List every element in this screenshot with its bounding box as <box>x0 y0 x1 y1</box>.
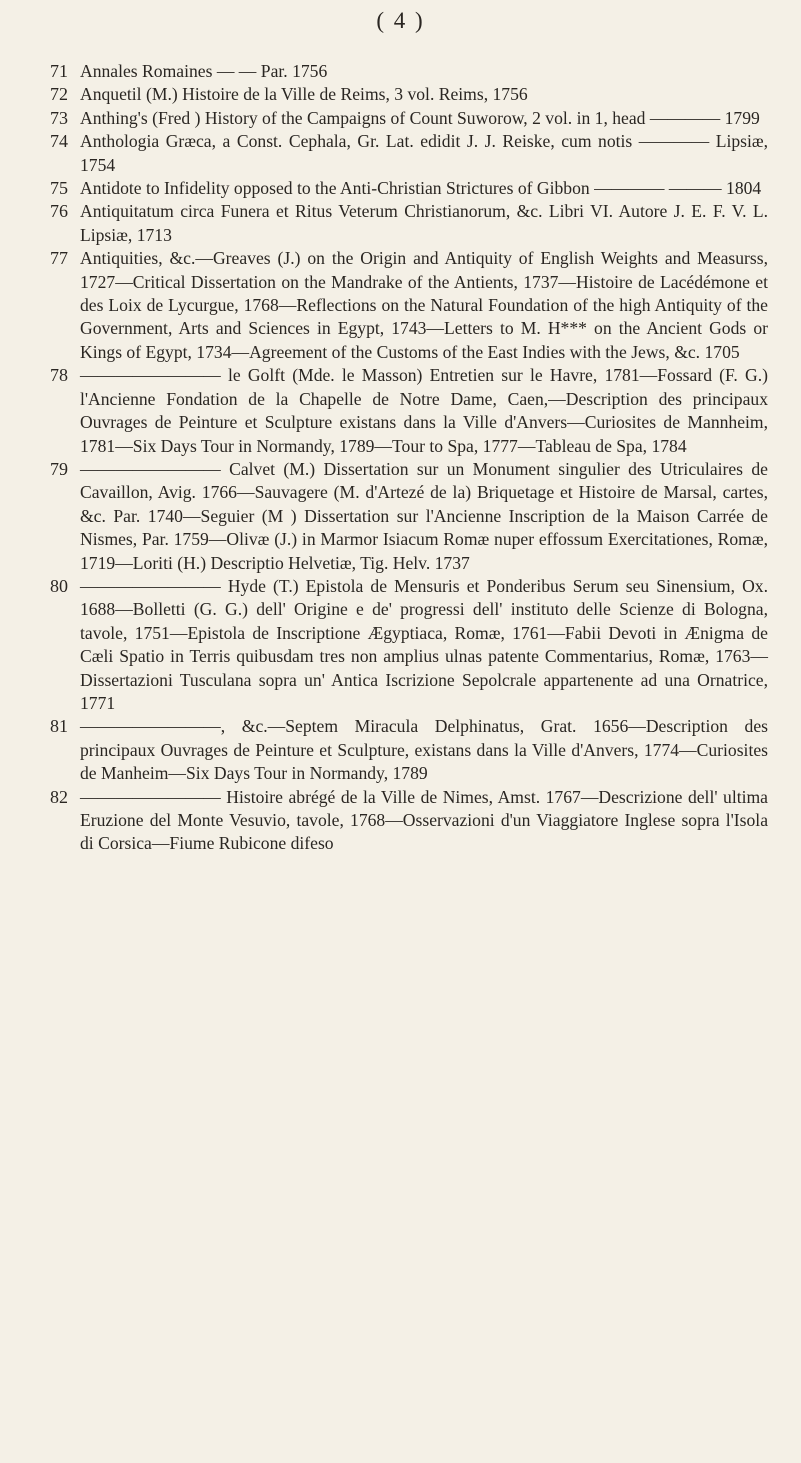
entry-text: ———————— Histoire abrégé de la Ville de Nimes, Amst. 1767—Descrizione dell' ultima Eruzione del Monte Vesuvio, tavole, 1768—Osservazioni d'un Viaggiatore Inglese sopra l'Isola di Corsica—Fiume Rubicone difeso <box>80 786 768 854</box>
entry-text: ———————— Hyde (T.) Epistola de Mensuris et Ponderibus Serum seu Sinensium, Ox. 1688—Bolletti (G. G.) dell' Origine e de' progressi dell' instituto delle Scienze di Bologna, tavole, 1751—Epistola de Inscriptione Ægyptiaca, Romæ, 1761—Fabii Devoti in Ænigma de Cæli Spatio in Terris quibusdam tres non amplius ulnas patente Commentarius, Romæ, 1763—Dissertazioni Tusculana sopra un' Antica Iscrizione Sepolcrale appartenente ad una Ornatrice, 1771 <box>80 575 768 713</box>
catalogue-entry <box>50 200 768 247</box>
catalogue-entry <box>50 130 768 177</box>
catalogue-list <box>50 60 768 856</box>
catalogue-entry <box>50 458 768 575</box>
entry-text: Anthologia Græca, a Const. Cephala, Gr. Lat. edidit J. J. Reiske, cum notis ———— Lipsiæ, 1754 <box>80 131 768 175</box>
page-number: ( 4 ) <box>376 8 425 33</box>
entry-text: ————————, &c.—Septem Miracula Delphinatus, Grat. 1656—Description des principaux Ouvrages de Peinture et Sculpture, existans dans la Ville d'Anvers, 1774—Curiosites de Manheim—Six Days Tour in Normandy, 1789 <box>80 716 768 784</box>
catalogue-entry <box>50 247 768 364</box>
entry-number: 80 <box>50 575 68 596</box>
catalogue-entry <box>50 786 768 856</box>
entry-text: Anquetil (M.) Histoire de la Ville de Reims, 3 vol. Reims, 1756 <box>80 84 528 105</box>
entry-text: ———————— Calvet (M.) Dissertation sur un Monument singulier des Utriculaires de Cavaillon, Avig. 1766—Sauvagere (M. d'Artezé de la) Briquetage et Histoire de Marsal, cartes, &c. Par. 1740—Seguier (M ) Dissertation sur l'Ancienne Inscription de la Maison Carrée de Nismes, Par. 1759—Olivæ (J.) in Marmor Isiacum Romæ nuper effossum Exercitationes, Romæ, 1719—Loriti (H.) Descriptio Helvetiæ, Tig. Helv. 1737 <box>80 458 768 573</box>
entry-number: 77 <box>50 248 68 269</box>
entry-text: Antiquities, &c.—Greaves (J.) on the Origin and Antiquity of English Weights and Measurss, 1727—Critical Dissertation on the Mandrake of the Antients, 1737—Histoire de Lacédémone et des Loix de Lycurgue, 1768—Reflections on the Natural Foundation of the high Antiquity of the Government, Arts and Sciences in Egypt, 1743—Letters to M. H*** on the Ancient Gods or Kings of Egypt, 1734—Agreement of the Customs of the East Indies with the Jews, &c. 1705 <box>80 248 768 362</box>
catalogue-entry <box>50 107 768 130</box>
catalogue-entry <box>50 364 768 458</box>
entry-text: Antiquitatum circa Funera et Ritus Veterum Christianorum, &c. Libri VI. Autore J. E. F. V. L. Lipsiæ, 1713 <box>80 201 768 245</box>
catalogue-entry <box>50 715 768 785</box>
catalogue-entry <box>50 575 768 715</box>
entry-number: 75 <box>50 178 68 199</box>
entry-number: 72 <box>50 84 68 105</box>
entry-number: 82 <box>50 786 68 807</box>
entry-number: 79 <box>50 458 68 479</box>
entry-number: 81 <box>50 716 68 737</box>
entry-number: 76 <box>50 201 68 222</box>
catalogue-entry <box>50 177 768 200</box>
entry-number: 73 <box>50 107 68 128</box>
entry-text: ———————— le Golft (Mde. le Masson) Entretien sur le Havre, 1781—Fossard (F. G.) l'Ancienne Fondation de la Chapelle de Notre Dame, Caen,—Description des principaux Ouvrages de Peinture et Sculpture existans dans la Ville d'Anvers—Curiosites de Mannheim, 1781—Six Days Tour in Normandy, 1789—Tour to Spa, 1777—Tableau de Spa, 1784 <box>80 365 768 456</box>
catalogue-entry <box>50 83 768 106</box>
catalogue-entry <box>50 60 768 83</box>
entry-text: Antidote to Infidelity opposed to the Anti-Christian Strictures of Gibbon ———— ——— 1804 <box>80 178 762 199</box>
entry-number: 71 <box>50 61 68 81</box>
entry-text: Annales Romaines — — Par. 1756 <box>80 61 328 81</box>
entry-number: 74 <box>50 131 68 152</box>
entry-text: Anthing's (Fred ) History of the Campaigns of Count Suworow, 2 vol. in 1, head ———— 1799 <box>80 107 760 128</box>
entry-number: 78 <box>50 365 68 386</box>
